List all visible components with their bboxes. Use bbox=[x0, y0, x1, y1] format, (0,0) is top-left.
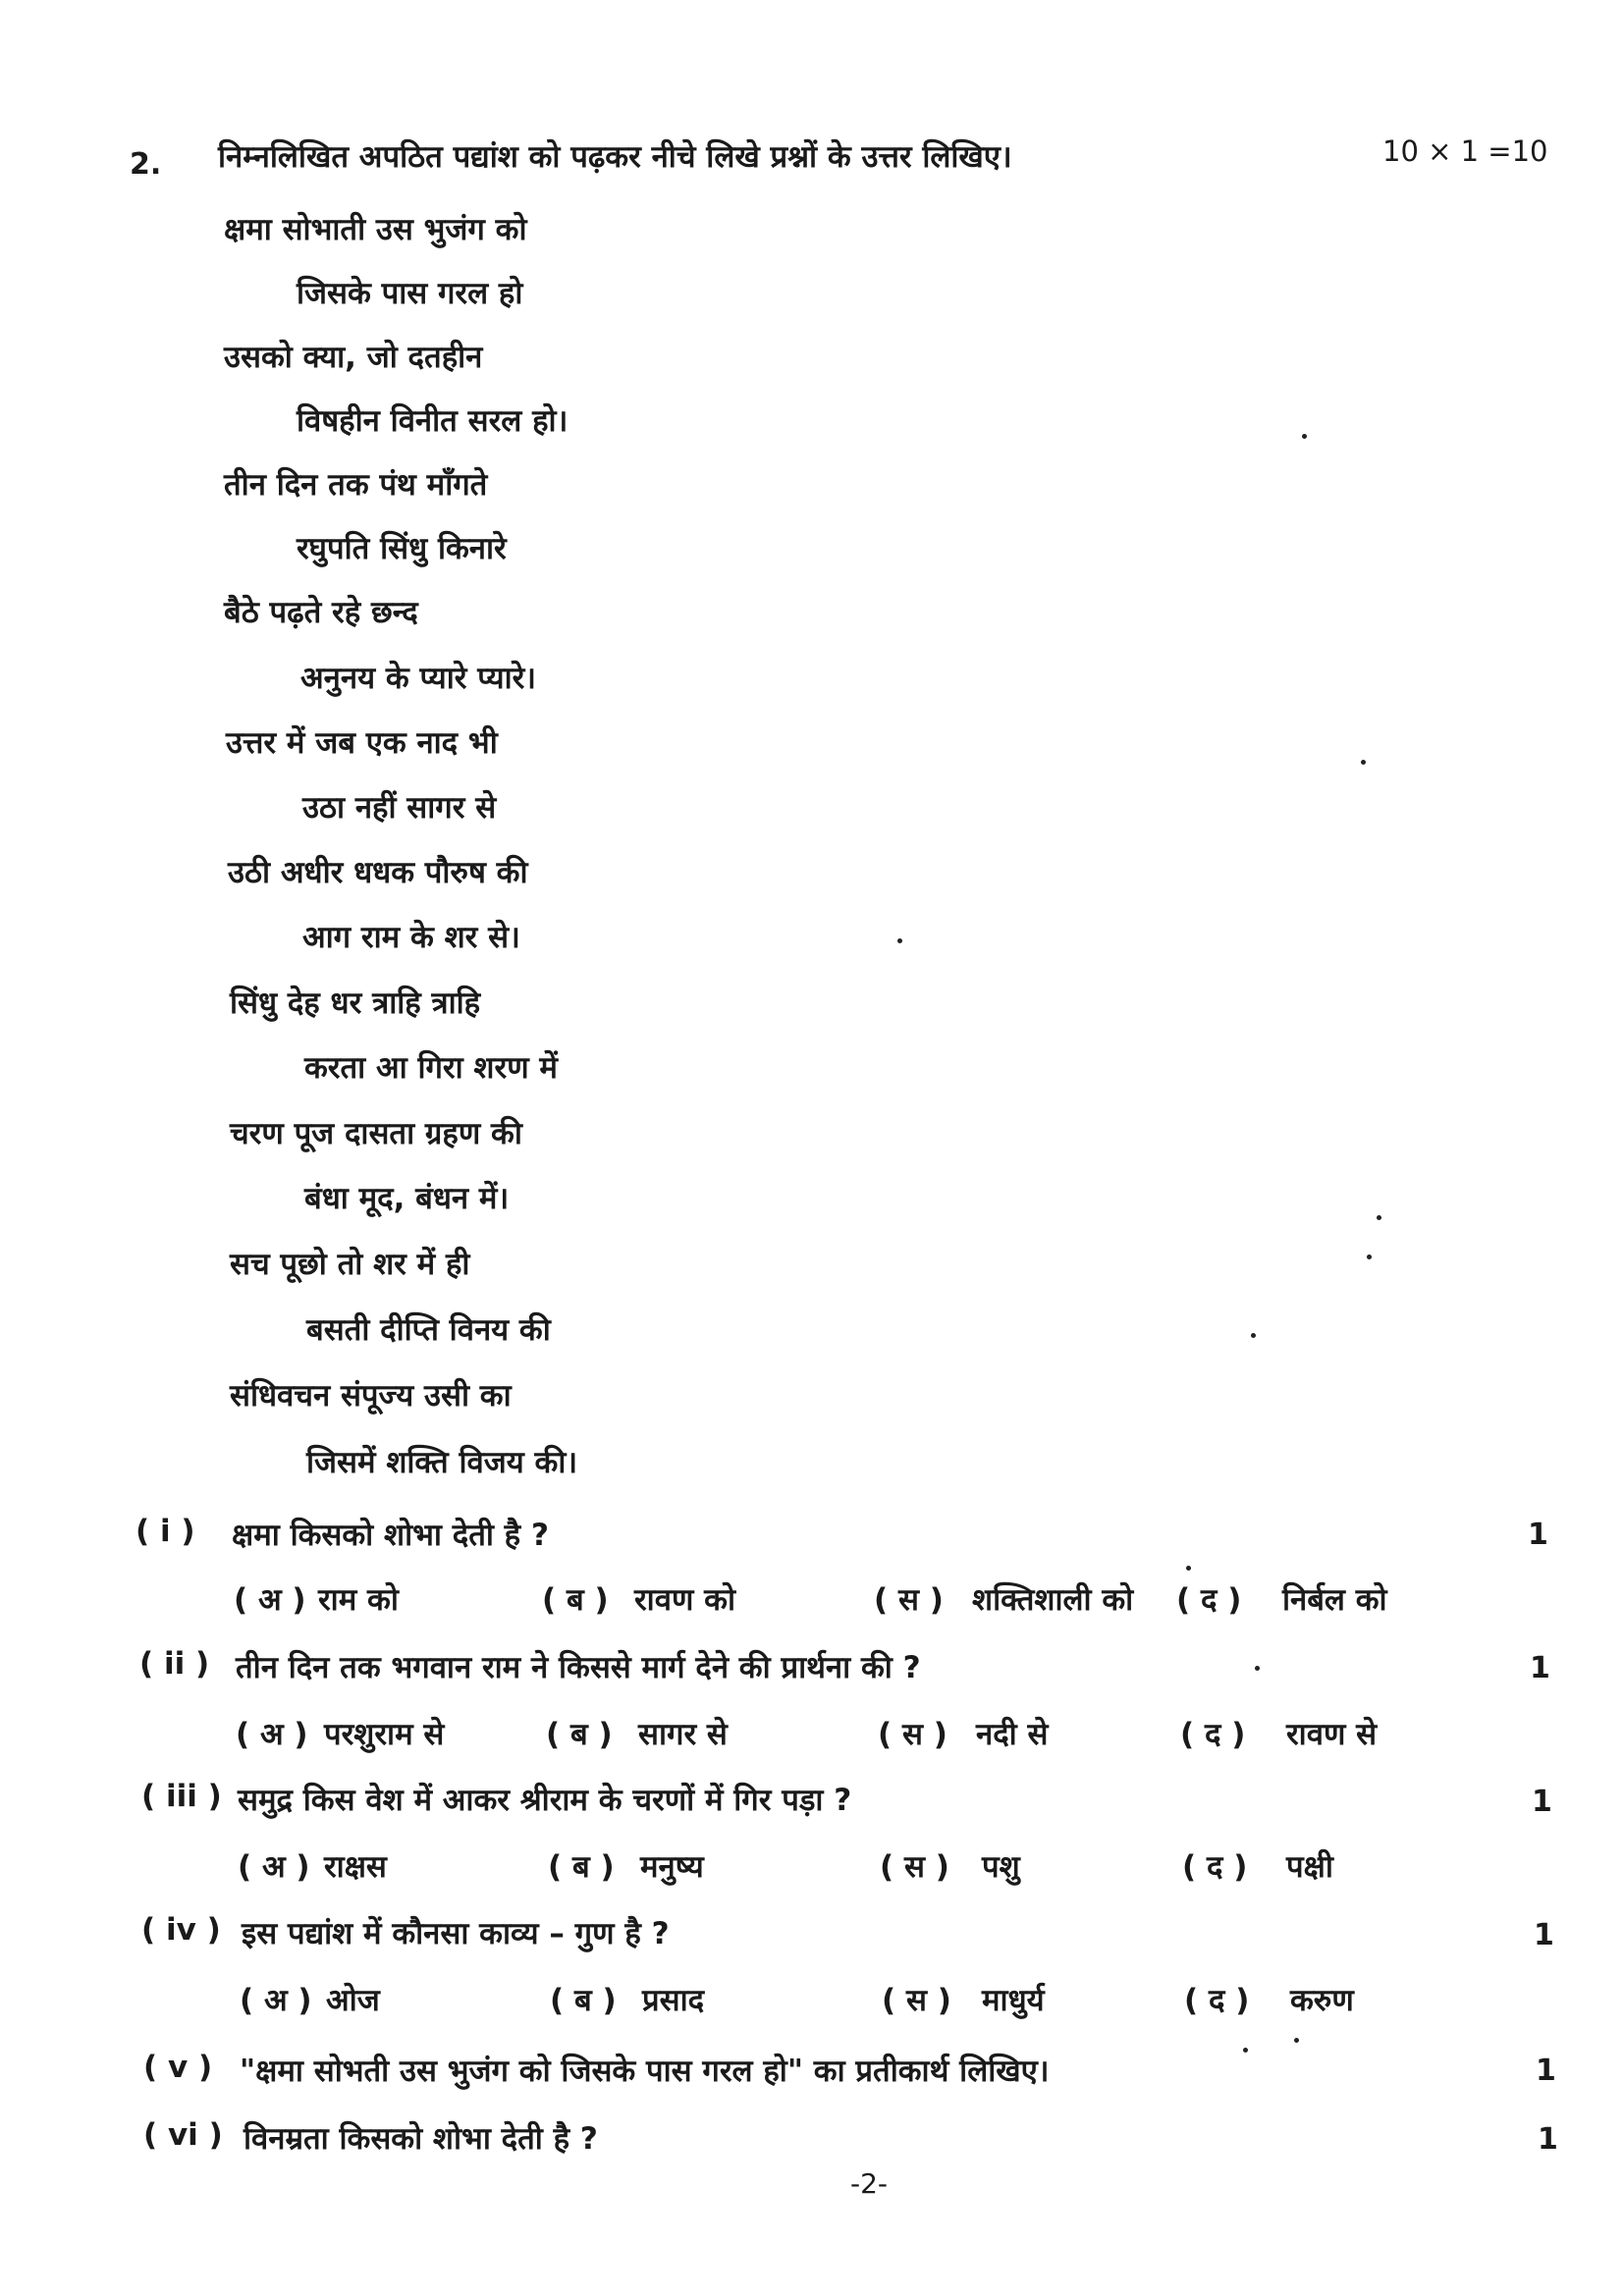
option-label: ( द ) bbox=[1176, 1582, 1242, 1618]
subquestion-text: समुद्र किस वेश में आकर श्रीराम के चरणों में गिर पड़ा ? bbox=[238, 1783, 852, 1818]
option-text: शक्तिशाली को bbox=[972, 1582, 1134, 1618]
poem-line: जिसमें शक्ति विजय की। bbox=[306, 1445, 578, 1480]
marks-total: 10 × 1 =10 bbox=[1382, 134, 1548, 168]
option-label: ( द ) bbox=[1182, 1849, 1248, 1885]
subquestion-number: ( iv ) bbox=[141, 1912, 221, 1948]
subquestion-marks: 1 bbox=[1538, 2122, 1558, 2157]
subquestion-text: विनम्रता किसको शोभा देती है ? bbox=[244, 2121, 598, 2157]
option-text: निर्बल को bbox=[1282, 1582, 1387, 1618]
poem-line: तीन दिन तक पंथ माँगते bbox=[224, 467, 488, 503]
option-label: ( अ ) bbox=[240, 1983, 312, 2018]
poem-line: सच पूछो तो शर में ही bbox=[230, 1247, 470, 1282]
subquestion-marks: 1 bbox=[1530, 1651, 1550, 1685]
subquestion-number: ( iii ) bbox=[141, 1779, 222, 1814]
poem-line: सिंधु देह धर त्राहि त्राहि bbox=[230, 986, 481, 1021]
subquestion-marks: 1 bbox=[1528, 1518, 1548, 1552]
poem-line: संधिवचन संपूज्य उसी का bbox=[230, 1378, 512, 1414]
option-label: ( ब ) bbox=[550, 1983, 617, 2018]
poem-line: रघुपति सिंधु किनारे bbox=[297, 531, 507, 566]
option-text: राक्षस bbox=[324, 1849, 387, 1885]
poem-line: उठी अधीर धधक पौरुष की bbox=[228, 855, 528, 890]
subquestion-text: "क्षमा सोभती उस भुजंग को जिसके पास गरल हो" का प्रतीकार्थ लिखिए। bbox=[240, 2054, 1050, 2089]
option-text: करुण bbox=[1290, 1983, 1354, 2018]
page-number: -2- bbox=[850, 2167, 889, 2200]
option-label: ( ब ) bbox=[548, 1849, 615, 1885]
option-label: ( ब ) bbox=[542, 1582, 609, 1618]
poem-line: करता आ गिरा शरण में bbox=[304, 1050, 558, 1086]
option-label: ( अ ) bbox=[236, 1717, 308, 1752]
option-text: माधुर्य bbox=[982, 1983, 1045, 2018]
question-number: 2. bbox=[130, 147, 162, 182]
poem-line: उत्तर में जब एक नाद भी bbox=[226, 725, 498, 761]
option-text: परशुराम से bbox=[324, 1717, 445, 1752]
option-text: नदी से bbox=[976, 1717, 1049, 1752]
option-text: सागर से bbox=[638, 1717, 728, 1752]
option-label: ( द ) bbox=[1184, 1983, 1250, 2018]
poem-line: बंधा मूद, बंधन में। bbox=[304, 1181, 510, 1216]
poem-line: उसको क्या, जो दतहीन bbox=[224, 340, 483, 375]
subquestion-number: ( vi ) bbox=[143, 2117, 223, 2153]
poem-line: चरण पूज दासता ग्रहण की bbox=[230, 1116, 522, 1151]
subquestion-marks: 1 bbox=[1534, 1918, 1554, 1952]
subquestion-number: ( v ) bbox=[143, 2050, 213, 2085]
option-text: रावण से bbox=[1286, 1717, 1378, 1752]
option-text: रावण को bbox=[634, 1582, 735, 1618]
option-text: प्रसाद bbox=[642, 1983, 705, 2018]
poem-line: बसती दीप्ति विनय की bbox=[306, 1312, 551, 1348]
option-label: ( अ ) bbox=[238, 1849, 310, 1885]
option-text: ओज bbox=[326, 1983, 380, 2018]
poem-line: अनुनय के प्यारे प्यारे। bbox=[300, 661, 537, 696]
option-text: राम को bbox=[318, 1582, 399, 1618]
poem-line: आग राम के शर से। bbox=[302, 920, 520, 955]
poem-line: बैठे पढ़ते रहे छन्द bbox=[224, 595, 418, 630]
poem-line: क्षमा सोभाती उस भुजंग को bbox=[224, 212, 527, 247]
subquestion-marks: 1 bbox=[1536, 2054, 1556, 2088]
poem-line: विषहीन विनीत सरल हो। bbox=[297, 403, 568, 439]
option-label: ( अ ) bbox=[234, 1582, 306, 1618]
option-label: ( स ) bbox=[874, 1582, 944, 1618]
subquestion-number: ( ii ) bbox=[139, 1646, 210, 1682]
option-label: ( स ) bbox=[880, 1849, 949, 1885]
poem-line: जिसके पास गरल हो bbox=[297, 276, 523, 311]
option-label: ( द ) bbox=[1180, 1717, 1246, 1752]
subquestion-number: ( i ) bbox=[135, 1514, 195, 1549]
option-text: पक्षी bbox=[1286, 1849, 1333, 1885]
question-instruction: निम्नलिखित अपठित पद्यांश को पढ़कर नीचे लिखे प्रश्नों के उत्तर लिखिए। bbox=[218, 139, 1012, 175]
subquestion-marks: 1 bbox=[1532, 1785, 1552, 1819]
subquestion-text: इस पद्यांश में कौनसा काव्य – गुण है ? bbox=[242, 1916, 670, 1951]
option-label: ( स ) bbox=[882, 1983, 951, 2018]
option-text: पशु bbox=[982, 1849, 1020, 1885]
option-label: ( स ) bbox=[878, 1717, 947, 1752]
subquestion-text: क्षमा किसको शोभा देती है ? bbox=[232, 1518, 549, 1553]
subquestion-text: तीन दिन तक भगवान राम ने किससे मार्ग देने की प्रार्थना की ? bbox=[236, 1650, 921, 1685]
option-label: ( ब ) bbox=[546, 1717, 613, 1752]
poem-line: उठा नहीं सागर से bbox=[302, 790, 497, 826]
option-text: मनुष्य bbox=[640, 1849, 704, 1885]
